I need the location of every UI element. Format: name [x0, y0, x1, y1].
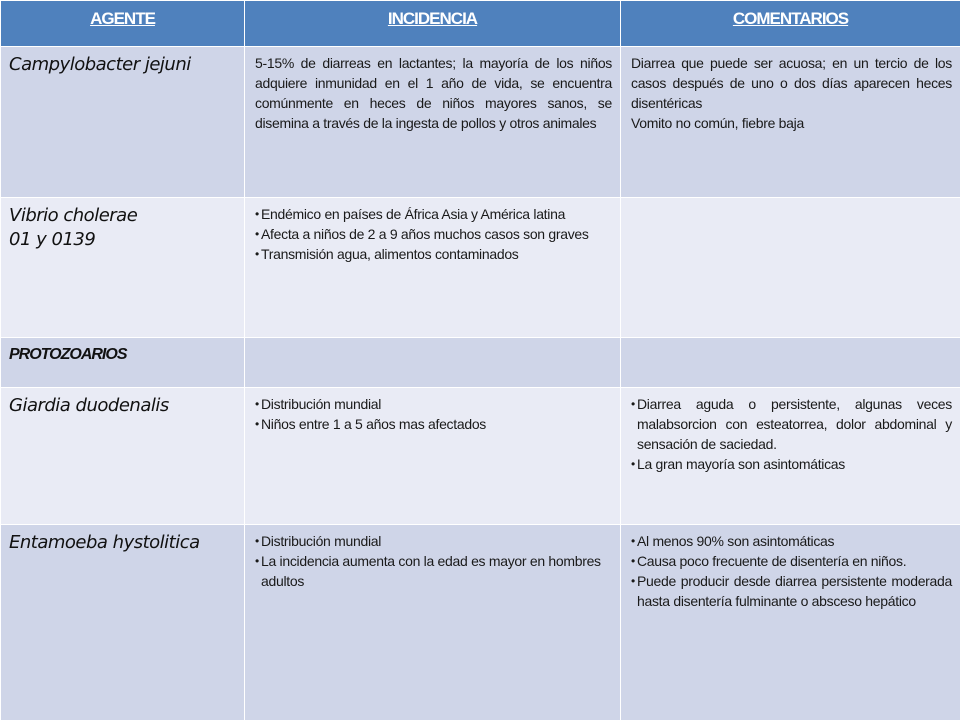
table-row — [1, 525, 960, 721]
table-row — [1, 47, 960, 198]
agent-serogroups: 01 y 0139 — [9, 228, 236, 252]
bullet-item: • Puede producir desde diarrea persistente moderada hasta disentería fulminante o absceso hepático — [631, 571, 952, 611]
comments-cell — [621, 388, 960, 525]
header-incidence: INCIDENCIA — [245, 1, 621, 47]
empty-cell — [245, 338, 621, 388]
agent-name: Vibrio cholerae — [9, 204, 236, 228]
bullet-item: • Niños entre 1 a 5 años mas afectados — [255, 414, 612, 434]
bullet-item: • Distribución mundial — [255, 531, 612, 551]
table-row — [1, 388, 960, 525]
bullet-item: • La gran mayoría son asintomáticas — [631, 454, 952, 474]
comments-cell — [621, 198, 960, 338]
comment-text: Vomito no común, fiebre baja — [631, 113, 952, 133]
table-row — [1, 198, 960, 338]
header-agent: AGENTE — [1, 1, 245, 47]
agent-cell: Giardia duodenalis — [1, 388, 245, 525]
bullet-item: • La incidencia aumenta con la edad es mayor en hombres adultos — [255, 551, 612, 591]
agent-cell: Campylobacter jejuni — [1, 47, 245, 198]
header-row — [1, 1, 960, 47]
agent-cell — [1, 198, 245, 338]
incidence-cell — [245, 198, 621, 338]
header-comments: COMENTARIOS — [621, 1, 960, 47]
comments-cell — [621, 47, 960, 198]
bullet-item: • Diarrea aguda o persistente, algunas veces malabsorcion con esteatorrea, dolor abdominal y sensación de saciedad. — [631, 394, 952, 454]
bullet-item: • Al menos 90% son asintomáticas — [631, 531, 952, 551]
comments-cell — [621, 525, 960, 721]
comment-text: Diarrea que puede ser acuosa; en un tercio de los casos después de uno o dos días aparecen heces disentéricas — [631, 53, 952, 113]
incidence-cell — [245, 388, 621, 525]
bullet-item: • Afecta a niños de 2 a 9 años muchos casos son graves — [255, 224, 612, 244]
bullet-item: • Distribución mundial — [255, 394, 612, 414]
bullet-item: • Causa poco frecuente de disentería en niños. — [631, 551, 952, 571]
section-label: PROTOZOARIOS — [1, 338, 245, 388]
section-row — [1, 338, 960, 388]
incidence-cell: 5-15% de diarreas en lactantes; la mayoría de los niños adquiere inmunidad en el 1 año de vida, se encuentra comúnmente en heces de niños mayores sanos, se disemina a través de la ingesta de pollos y otros animales — [245, 47, 621, 198]
bullet-item: • Endémico en países de África Asia y América latina — [255, 204, 612, 224]
incidence-cell — [245, 525, 621, 721]
agent-cell: Entamoeba hystolitica — [1, 525, 245, 721]
bullet-item: • Transmisión agua, alimentos contaminados — [255, 244, 612, 264]
empty-cell — [621, 338, 960, 388]
